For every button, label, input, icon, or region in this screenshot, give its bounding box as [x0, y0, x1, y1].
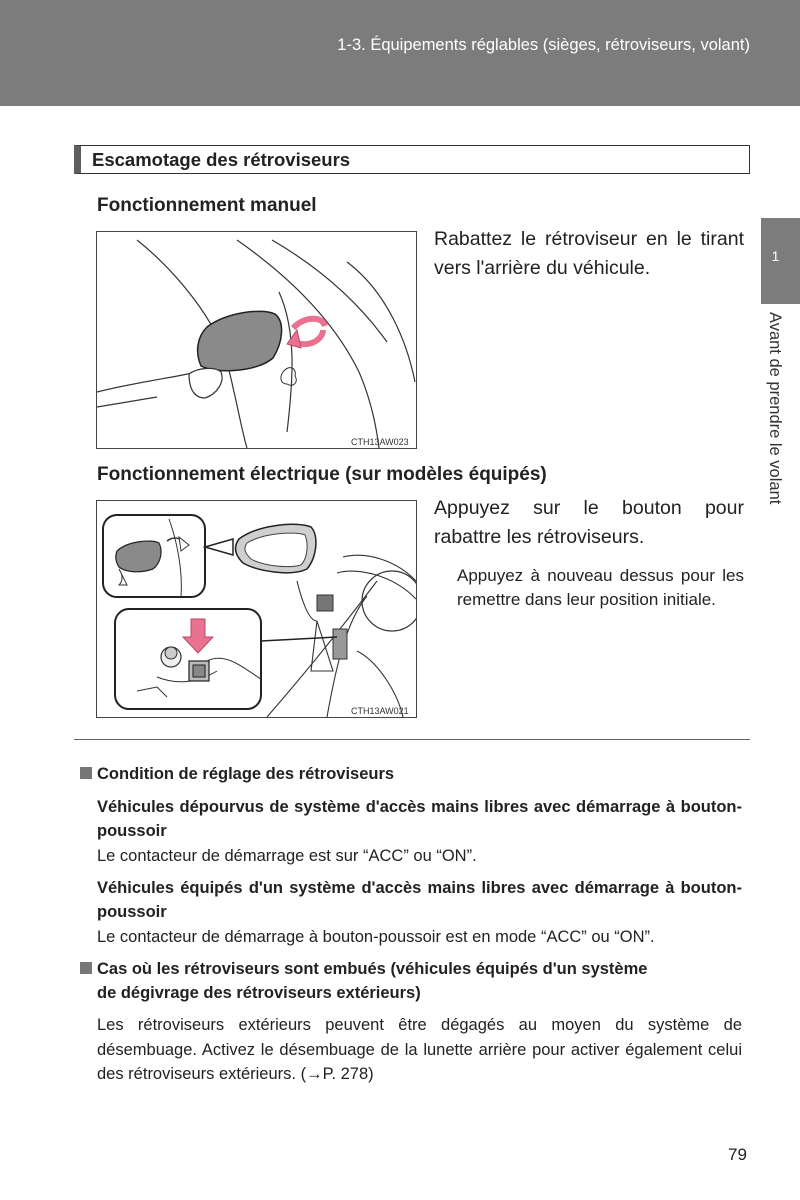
section-divider	[74, 739, 750, 740]
electric-text: Appuyez sur le bouton pour rabattre les rétroviseurs.	[434, 497, 744, 548]
header-title: 1-3. Équipements réglables (sièges, rétroviseurs, volant)	[337, 36, 750, 54]
manual-figure	[96, 231, 417, 449]
manual-text: Rabattez le rétroviseur en le tirant vers l'arrière du véhicule.	[434, 228, 744, 279]
fogged-mirrors-text: Les rétroviseurs extérieurs peuvent être dégagés au moyen du système de désembuage. Activez le désembuage de la lunette arrière pour activer également celui des rétroviseurs extérieurs. (→P. 278)	[97, 1016, 742, 1083]
page-number: 79	[728, 1145, 747, 1164]
fogged-heading-line1: Cas où les rétroviseurs sont embués (véhicules équipés d'un système	[97, 960, 648, 978]
chapter-tab	[761, 218, 800, 304]
condition-heading	[80, 762, 394, 786]
section-title: Escamotage des rétroviseurs	[92, 149, 351, 170]
chapter-title: Avant de prendre le volant	[766, 312, 784, 505]
chapter-number: 1	[771, 248, 780, 264]
electric-figure-code: CTH13AW021	[351, 706, 409, 716]
section-title-box	[74, 145, 750, 174]
condition-subheading-without: Véhicules dépourvus de système d'accès mains libres avec démarrage à bouton-poussoir	[97, 798, 742, 840]
electric-switch-illustration	[97, 501, 416, 717]
fogged-mirrors-heading	[80, 957, 745, 1005]
condition-subheading-with: Véhicules équipés d'un système d'accès mains libres avec démarrage à bouton-poussoir	[97, 879, 742, 921]
condition-heading-label: Condition de réglage des rétroviseurs	[97, 765, 395, 783]
page-header	[0, 0, 800, 106]
square-bullet-icon	[80, 767, 92, 779]
manual-heading: Fonctionnement manuel	[97, 195, 317, 216]
electric-heading: Fonctionnement électrique (sur modèles équipés)	[97, 464, 547, 485]
chapter-side-title	[761, 312, 791, 532]
square-bullet-icon	[80, 962, 92, 974]
condition-text-without: Le contacteur de démarrage est sur “ACC” ou “ON”.	[97, 847, 477, 865]
fogged-heading-line2: de dégivrage des rétroviseurs extérieurs)	[97, 984, 421, 1002]
manual-mirror-illustration	[97, 232, 416, 448]
electric-note: Appuyez à nouveau dessus pour les remettre dans leur position initiale.	[457, 566, 744, 609]
manual-figure-code: CTH13AW023	[351, 437, 409, 447]
electric-figure	[96, 500, 417, 718]
condition-text-with: Le contacteur de démarrage à bouton-poussoir est en mode “ACC” ou “ON”.	[97, 928, 655, 946]
